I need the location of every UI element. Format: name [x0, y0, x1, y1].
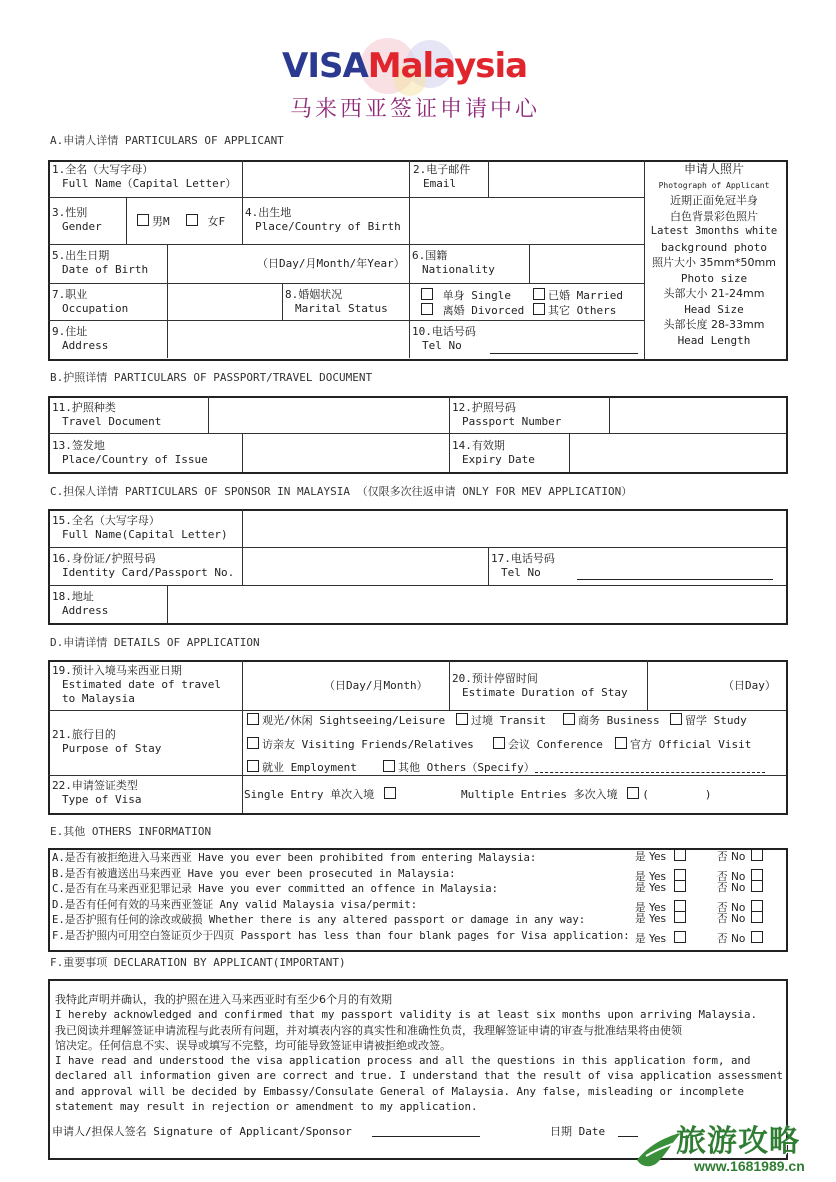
yes-label: 是 Yes: [635, 932, 667, 945]
purpose-label-en: Purpose of Stay: [62, 742, 162, 755]
section-b-title: B.护照详情 PARTICULARS OF PASSPORT/TRAVEL DOCUMENT: [50, 371, 373, 384]
sponsor-address-label-cn: 18.地址: [52, 590, 94, 603]
transit-checkbox[interactable]: [456, 713, 468, 725]
other-purpose-label: 其他 Others（Specify）: [398, 761, 535, 774]
photo-title: 申请人照片: [683, 162, 744, 176]
birthplace-label-en: Place/Country of Birth: [255, 220, 401, 233]
declaration-line-4: 馆决定。任何信息不实、误导或填写不完整，均可能导致签证申请被拒绝或改签。: [55, 1038, 451, 1052]
question-row: [52, 882, 782, 897]
visa-type-label-en: Type of Visa: [62, 793, 142, 806]
other-purpose-input[interactable]: [535, 762, 765, 773]
sponsor-address-label-en: Address: [62, 604, 109, 617]
dob-input[interactable]: [169, 246, 407, 281]
single-checkbox[interactable]: [421, 288, 433, 300]
gender-label-en: Gender: [62, 220, 102, 233]
yes-checkbox[interactable]: [674, 911, 686, 923]
photo-req-10: Head Length: [677, 333, 751, 347]
declaration-line-1: 我特此声明并确认，我的护照在进入马来西亚时有至少6个月的有效期: [55, 993, 392, 1006]
travel-doc-input[interactable]: [210, 398, 447, 431]
yes-checkbox[interactable]: [674, 900, 686, 912]
email-label-cn: 2.电子邮件: [413, 163, 471, 176]
no-label: 否 No: [717, 851, 746, 863]
no-label: 否 No: [717, 882, 746, 894]
section-a-title: A.申请人详情 PARTICULARS OF APPLICANT: [50, 134, 284, 147]
question-row: [52, 913, 782, 928]
full-name-label-en: Full Name（Capital Letter）: [62, 177, 237, 190]
declaration-line-7: and approval will be decided by Embassy/Consulate General of Malaysia. Any false, misleading or incomplete: [55, 1084, 745, 1098]
declaration-line-3: 我已阅读并理解签证申请流程与此表所有问题，并对填表内容的真实性和准确性负责，我理解签证申请的审查与批准结果将由使领: [55, 1023, 682, 1037]
employment-label: 就业 Employment: [262, 761, 357, 774]
visiting-label: 访亲友 Visiting Friends/Relatives: [262, 738, 474, 751]
no-label: 否 No: [717, 870, 746, 883]
question-text: F.是否护照内可用空白签证页少于四页 Passport has less than four blank pages for Visa application:: [52, 929, 630, 942]
occupation-label-en: Occupation: [62, 302, 129, 315]
duration-format: （日Day）: [723, 679, 776, 692]
travel-date-label-en-1: Estimated date of travel: [62, 678, 221, 691]
marital-label-cn: 8.婚姻状况: [285, 288, 343, 301]
section-c-title: C.担保人详情 PARTICULARS OF SPONSOR IN MALAYSIA （仅限多次往返申请 ONLY FOR MEV APPLICATION）: [50, 485, 633, 498]
others-label: 其它 Others: [548, 304, 617, 317]
yes-checkbox[interactable]: [674, 880, 686, 892]
expiry-label-cn: 14.有效期: [452, 439, 505, 452]
expiry-input[interactable]: [571, 435, 782, 470]
logo-malaysia-text: Malaysia: [367, 46, 528, 86]
signature-input[interactable]: [372, 1126, 480, 1137]
no-label: 否 No: [717, 901, 746, 914]
yes-label: 是 Yes: [635, 870, 667, 883]
watermark-text: 旅游攻略: [676, 1124, 800, 1159]
single-entry-label: Single Entry 单次入境: [244, 788, 375, 801]
photo-req-4: background photo: [661, 240, 767, 254]
yes-checkbox[interactable]: [674, 869, 686, 881]
multiple-entry-checkbox[interactable]: [627, 787, 639, 799]
business-checkbox[interactable]: [563, 713, 575, 725]
official-checkbox[interactable]: [615, 737, 627, 749]
occupation-input[interactable]: [169, 285, 280, 318]
photo-req-3: Latest 3months white: [650, 225, 778, 237]
visa-type-label-cn: 22.申请签证类型: [52, 779, 138, 792]
photo-box: [646, 162, 782, 348]
sponsor-name-label-cn: 15.全名（大写字母）: [52, 514, 160, 527]
email-input[interactable]: [490, 162, 642, 195]
conference-label: 会议 Conference: [508, 738, 603, 751]
female-checkbox[interactable]: [186, 214, 198, 226]
purpose-label-cn: 21.旅行目的: [52, 728, 116, 741]
nationality-label-cn: 6.国籍: [412, 249, 448, 262]
yes-label: 是 Yes: [635, 851, 667, 863]
male-label: 男M: [152, 215, 170, 228]
question-text: D.是否有任何有效的马来西亚签证 Any valid Malaysia visa/permit:: [52, 898, 418, 911]
no-label: 否 No: [717, 913, 746, 925]
no-checkbox[interactable]: [751, 911, 763, 923]
tel-label-en: Tel No: [422, 339, 462, 352]
birthplace-label-cn: 4.出生地: [245, 206, 292, 219]
watermark: [630, 1116, 830, 1178]
visiting-checkbox[interactable]: [247, 737, 259, 749]
photo-req-9: 头部长度 28-33mm: [663, 318, 765, 331]
declaration-line-8: statement may result in rejection or amendment to my application.: [55, 1100, 478, 1114]
business-label: 商务 Business: [578, 714, 660, 727]
photo-req-8: Head Size: [684, 302, 744, 316]
divorced-checkbox[interactable]: [421, 303, 433, 315]
logo-visa-text: VISA: [282, 46, 368, 86]
photo-req-5: 照片大小 35mm*50mm: [652, 256, 776, 269]
sponsor-name-input[interactable]: [244, 511, 782, 545]
sightseeing-checkbox[interactable]: [247, 713, 259, 725]
duration-label-en: Estimate Duration of Stay: [462, 686, 628, 699]
issue-place-label-en: Place/Country of Issue: [62, 453, 208, 466]
passport-number-input[interactable]: [611, 398, 782, 431]
dob-label-cn: 5.出生日期: [52, 249, 110, 262]
no-checkbox[interactable]: [751, 931, 763, 943]
photo-req-7: 头部大小 21-24mm: [663, 287, 765, 300]
married-label: 已婚 Married: [548, 289, 623, 302]
other-purpose-checkbox[interactable]: [383, 760, 395, 772]
question-row: [52, 929, 782, 944]
nationality-input[interactable]: [531, 246, 642, 281]
yes-label: 是 Yes: [635, 901, 667, 914]
passport-number-label-en: Passport Number: [462, 415, 562, 428]
logo: [280, 36, 560, 96]
sponsor-address-input[interactable]: [169, 587, 782, 621]
watermark-url: www.1681989.cn: [694, 1158, 805, 1174]
yes-label: 是 Yes: [635, 913, 667, 925]
section-e-title: E.其他 OTHERS INFORMATION: [50, 825, 212, 838]
dob-label-en: Date of Birth: [62, 263, 149, 276]
single-label: 单身 Single: [442, 289, 511, 302]
travel-date-label-en-2: to Malaysia: [62, 692, 135, 705]
travel-date-format: （日Day/月Month）: [324, 679, 428, 692]
others-checkbox[interactable]: [533, 303, 545, 315]
full-name-input[interactable]: [244, 162, 407, 195]
passport-number-label-cn: 12.护照号码: [452, 401, 516, 414]
no-checkbox[interactable]: [751, 849, 763, 861]
study-label: 留学 Study: [685, 714, 747, 727]
duration-input[interactable]: [649, 662, 782, 708]
travel-doc-label-cn: 11.护照种类: [52, 401, 116, 414]
multiple-entry-paren-close: ): [704, 788, 712, 801]
declaration-line-6: declared all information given are correct and true. I understand that the result of visa application assessment: [55, 1069, 784, 1083]
sightseeing-label: 观光/休闲 Sightseeing/Leisure: [262, 714, 446, 727]
married-checkbox[interactable]: [533, 288, 545, 300]
address-input[interactable]: [169, 322, 407, 356]
sponsor-id-input[interactable]: [244, 549, 486, 583]
tel-input[interactable]: [490, 343, 638, 354]
photo-req-1: 近期正面免冠半身: [670, 194, 758, 207]
travel-doc-label-en: Travel Document: [62, 415, 162, 428]
date-label: 日期 Date: [550, 1125, 606, 1138]
email-label-en: Email: [423, 177, 457, 190]
photo-subtitle: Photograph of Applicant: [658, 180, 770, 190]
occupation-label-cn: 7.职业: [52, 288, 88, 301]
declaration-line-5: I have read and understood the visa application process and all the questions in this application form, and: [55, 1054, 751, 1068]
no-checkbox[interactable]: [751, 869, 763, 881]
sponsor-tel-input[interactable]: [577, 569, 773, 580]
sponsor-name-label-en: Full Name(Capital Letter): [62, 528, 228, 541]
official-label: 官方 Official Visit: [630, 738, 752, 751]
marital-label-en: Marital Status: [295, 302, 388, 315]
no-checkbox[interactable]: [751, 880, 763, 892]
question-row: [52, 851, 782, 866]
tel-label-cn: 10.电话号码: [412, 325, 476, 338]
no-checkbox[interactable]: [751, 900, 763, 912]
study-checkbox[interactable]: [670, 713, 682, 725]
male-checkbox[interactable]: [137, 214, 149, 226]
declaration-line-2: I hereby acknowledged and confirmed that my passport validity is at least six months upon arriving Malaysia.: [55, 1008, 758, 1022]
duration-label-cn: 20.预计停留时间: [452, 672, 538, 685]
question-text: A.是否有被拒绝进入马来西亚 Have you ever been prohibited from entering Malaysia:: [52, 852, 537, 864]
section-d-title: D.申请详情 DETAILS OF APPLICATION: [50, 636, 260, 649]
yes-checkbox[interactable]: [674, 931, 686, 943]
employment-checkbox[interactable]: [247, 760, 259, 772]
photo-req-6: Photo size: [680, 271, 748, 285]
nationality-label-en: Nationality: [422, 263, 495, 276]
travel-date-label-cn: 19.预计入境马来西亚日期: [52, 664, 182, 677]
sponsor-tel-label-cn: 17.电话号码: [491, 552, 555, 565]
signature-label: 申请人/担保人签名 Signature of Applicant/Sponsor: [52, 1125, 352, 1138]
yes-label: 是 Yes: [635, 882, 667, 894]
travel-date-input[interactable]: [244, 662, 447, 708]
issue-place-label-cn: 13.签发地: [52, 439, 105, 452]
full-name-label-cn: 1.全名（大写字母）: [52, 163, 154, 176]
photo-req-2: 白色背景彩色照片: [670, 209, 758, 223]
section-f-title: F.重要事项 DECLARATION BY APPLICANT(IMPORTANT): [50, 956, 346, 969]
address-label-en: Address: [62, 339, 109, 352]
question-text: C.是否有在马来西亚犯罪记录 Have you ever committed an offence in Malaysia:: [52, 883, 499, 895]
issue-place-input[interactable]: [244, 435, 447, 470]
address-label-cn: 9.住址: [52, 325, 88, 338]
no-label: 否 No: [717, 932, 746, 945]
expiry-label-en: Expiry Date: [462, 453, 535, 466]
sponsor-id-label-cn: 16.身份证/护照号码: [52, 552, 156, 565]
female-label: 女F: [207, 215, 226, 228]
sponsor-tel-label-en: Tel No: [501, 566, 541, 579]
sponsor-id-label-en: Identity Card/Passport No.: [62, 566, 235, 579]
birthplace-input[interactable]: [411, 199, 642, 242]
question-text: E.是否护照有任何的涂改或破损 Whether there is any altered passport or damage in any way:: [52, 914, 586, 926]
multiple-entry-paren-open: (: [642, 788, 649, 801]
logo-subtitle: 马来西亚签证申请中心: [290, 97, 541, 122]
transit-label: 过境 Transit: [471, 714, 546, 727]
gender-label-cn: 3.性别: [52, 206, 88, 219]
multiple-entry-label: Multiple Entries 多次入境: [461, 788, 618, 801]
question-text: B.是否有被遣送出马来西亚 Have you ever been prosecuted in Malaysia:: [52, 867, 456, 880]
single-entry-checkbox[interactable]: [384, 787, 396, 799]
conference-checkbox[interactable]: [493, 737, 505, 749]
dob-format: （日Day/月Month/年Year）: [257, 257, 405, 270]
yes-checkbox[interactable]: [674, 849, 686, 861]
divorced-label: 离婚 Divorced: [442, 304, 525, 317]
